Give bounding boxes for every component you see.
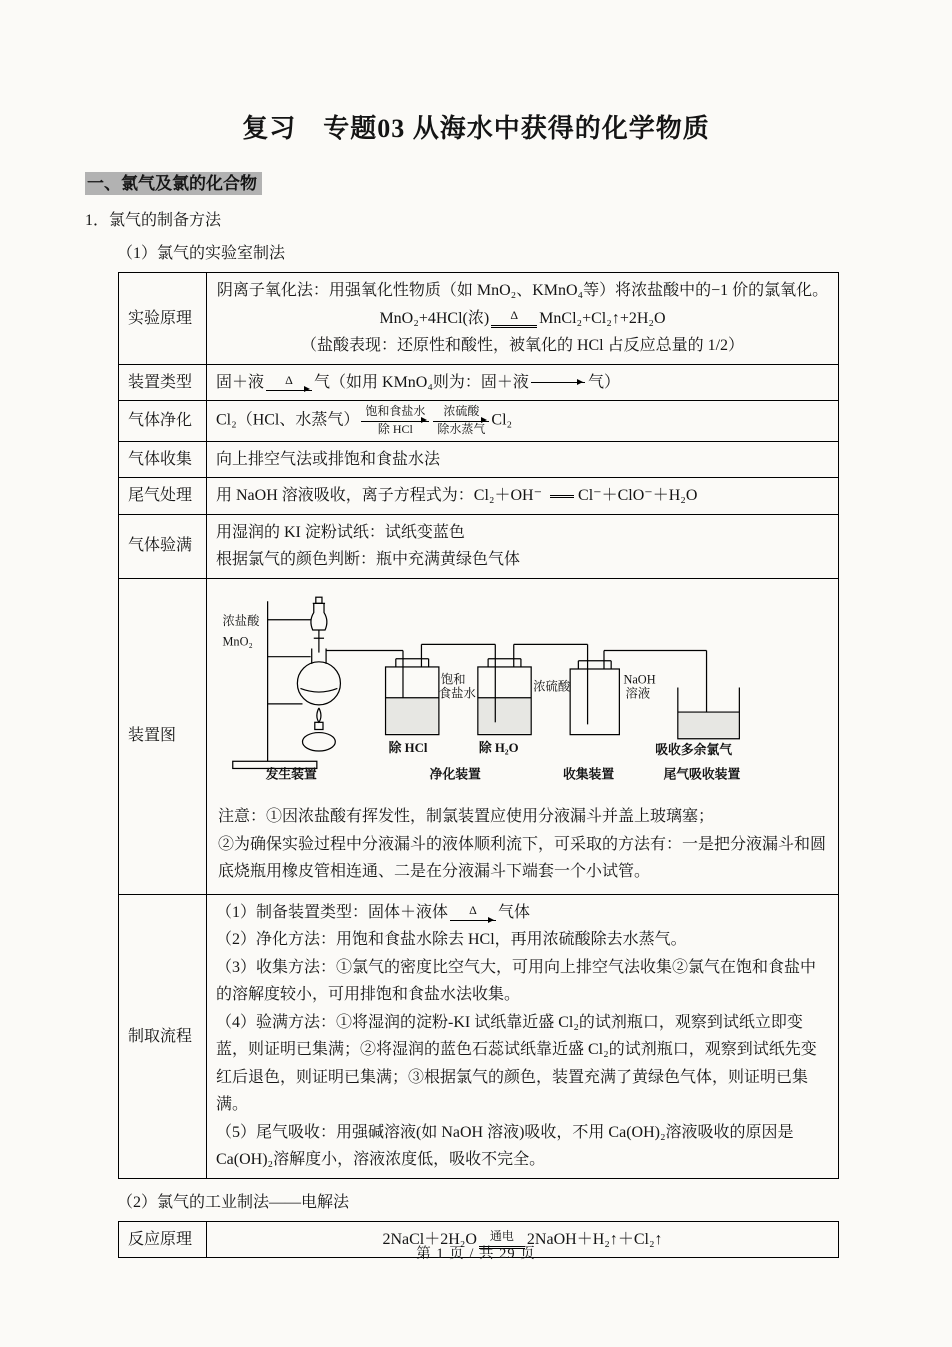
cell-tail-gas <box>207 478 839 515</box>
procedure-step-5: （5）尾气吸收：用强碱溶液(如 NaOH 溶液)吸收，不用 Ca(OH)₂溶液吸收的原因是 Ca(OH)₂溶解度小，溶液浓度低，吸收不完全。 <box>216 1123 794 1169</box>
table-row-diagram <box>119 578 839 894</box>
label-generator: 发生装置 <box>265 767 317 782</box>
cell-diagram <box>207 578 839 894</box>
table-row-principle <box>119 273 839 365</box>
purify-end: Cl₂ <box>491 411 513 429</box>
tail-gas-right: Cl⁻＋ClO⁻＋H₂O <box>578 487 698 505</box>
label-brine-2: 食盐水 <box>438 686 476 701</box>
label-mno2: MnO₂ <box>222 634 253 649</box>
arrow-line <box>450 920 496 921</box>
acid-arrow-bottom: 除水蒸气 <box>437 421 486 436</box>
table-row-apparatus-type <box>119 364 839 401</box>
page-title: 复习 专题03 从海水中获得的化学物质 <box>242 114 710 143</box>
row-label-reaction-principle: 反应原理 <box>119 1221 207 1258</box>
chemical-equation <box>216 305 829 333</box>
apparatus-diagram-container <box>216 583 829 802</box>
apparatus-type-right: 气） <box>587 373 620 391</box>
label-remove-hcl: 除 HCl <box>388 740 428 755</box>
double-line <box>491 325 537 329</box>
row-label-purification: 气体净化 <box>119 401 207 442</box>
cell-principle <box>207 273 839 365</box>
table-row-fullness-test <box>119 514 839 578</box>
step1-right: 气体 <box>498 903 531 921</box>
procedure-step-2: （2）净化方法：用饱和食盐水除去 HCl，再用浓硫酸除去水蒸气。 <box>216 931 687 949</box>
cell-procedure <box>207 894 839 1178</box>
procedure-step-4: （4）验满方法：①将湿润的淀粉-KI 试纸靠近盛 Cl₂的试剂瓶口，观察到试纸立即变蓝，则证明已集满；②将湿润的蓝色石蕊试纸靠近盛 Cl₂的试剂瓶口，观察到试纸先变红后退色，则证明已集满；③根据氯气的颜色，装置充满了黄绿色气体，则证明已集满。 <box>216 1013 817 1114</box>
row-label-apparatus-type: 装置类型 <box>119 364 207 401</box>
row-label-principle: 实验原理 <box>119 273 207 365</box>
label-collector: 收集装置 <box>562 767 615 782</box>
section-heading <box>85 169 867 194</box>
arrow-condition: Δ <box>469 903 477 918</box>
delta-equals-sign <box>491 309 537 329</box>
apparatus-diagram <box>216 589 832 790</box>
purify-start: Cl₂（HCl、水蒸气） <box>216 411 360 429</box>
subsection-1-1-heading: （1）氯气的实验室制法 <box>117 245 286 262</box>
equals-sign <box>550 495 574 499</box>
label-conc-hcl: 浓盐酸 <box>222 613 260 628</box>
step1-left: （1）制备装置类型：固体＋液体 <box>216 903 449 921</box>
table-row-tail-gas <box>119 478 839 515</box>
subsection-1-heading: 1．氯气的制备方法 <box>85 212 222 229</box>
plain-arrow <box>531 382 585 383</box>
electrolysis-left: 2NaCl＋2H₂O <box>382 1230 477 1248</box>
procedure-step-1 <box>216 899 829 927</box>
row-label-procedure: 制取流程 <box>119 894 207 1178</box>
principle-text: 阴离子氧化法：用强氧化性物质（如 MnO₂、KMnO₄等）将浓盐酸中的−1 价的氯氧化。 <box>216 282 829 299</box>
equation-condition: Δ <box>510 307 519 322</box>
row-label-fullness-test: 气体验满 <box>119 514 207 578</box>
acid-arrow-top: 浓硫酸 <box>443 404 480 419</box>
row-label-diagram: 装置图 <box>119 578 207 894</box>
table-row-purification <box>119 401 839 442</box>
label-brine-1: 饱和 <box>440 672 466 687</box>
fullness-line-1: 用湿润的 KI 淀粉试纸：试纸变蓝色 <box>216 523 465 541</box>
delta-arrow <box>266 374 312 392</box>
cell-fullness-test <box>207 514 839 578</box>
label-remove-h2o: 除 H₂O <box>478 740 519 755</box>
page-footer: 第 1 页 / 共 29 页 <box>416 1246 536 1262</box>
diagram-note-2: ②为确保实验过程中分液漏斗的液体顺利流下，可采取的方法有：一是把分液漏斗和圆底烧瓶用橡皮管相连通、二是在分液漏斗下端套一个小试管。 <box>218 835 827 881</box>
brine-arrow-top: 饱和食盐水 <box>365 404 426 419</box>
lab-preparation-table <box>118 272 839 1179</box>
equation-left: MnO₂+4HCl(浓) <box>379 309 490 327</box>
section-heading-highlight: 一、氯气及氯的化合物 <box>85 172 262 195</box>
arrow-line <box>433 421 489 422</box>
procedure-step-3: （3）收集方法：①氯气的密度比空气大，可用向上排空气法收集②氯气在饱和食盐中的溶解度较小，可用排饱和食盐水法收集。 <box>216 958 817 1004</box>
cell-apparatus-type <box>207 364 839 401</box>
label-absorb-excess: 吸收多余氯气 <box>655 742 733 757</box>
brine-arrow-bottom: 除 HCl <box>377 421 413 436</box>
row-label-collection: 气体收集 <box>119 441 207 478</box>
tail-gas-left: 用 NaOH 溶液吸收，离子方程式为：Cl₂＋OH⁻ <box>216 487 547 505</box>
cell-collection: 向上排空气法或排饱和食盐水法 <box>207 441 839 478</box>
brine-arrow <box>361 405 429 437</box>
label-naoh-2: 溶液 <box>625 686 651 701</box>
equation-condition: 通电 <box>489 1229 514 1244</box>
label-h2so4: 浓硫酸 <box>533 679 571 694</box>
arrow-condition: Δ <box>285 372 293 387</box>
acid-arrow <box>433 405 489 437</box>
diagram-notes <box>216 801 829 890</box>
delta-arrow <box>450 904 496 922</box>
arrow-line <box>361 421 429 422</box>
table-row-collection <box>119 441 839 478</box>
fullness-line-2: 根据氯气的颜色判断：瓶中充满黄绿色气体 <box>216 551 521 569</box>
principle-note: （盐酸表现：还原性和酸性，被氧化的 HCl 占反应总量的 1/2） <box>300 337 745 355</box>
label-purifier: 净化装置 <box>429 767 481 782</box>
subsection-1-2-heading: （2）氯气的工业制法——电解法 <box>117 1193 350 1211</box>
electrolysis-right: 2NaOH＋H₂↑＋Cl₂↑ <box>526 1230 663 1248</box>
table-row-procedure <box>119 894 839 1178</box>
diagram-note-1: 注意：①因浓盐酸有挥发性，制氯装置应使用分液漏斗并盖上玻璃塞； <box>218 808 715 826</box>
equation-right: MnCl₂+Cl₂↑+2H₂O <box>539 309 666 327</box>
apparatus-type-mid: 气（如用 KMnO₄则为：固＋液 <box>314 373 529 391</box>
arrow-line <box>266 390 312 391</box>
row-label-tail-gas: 尾气处理 <box>119 478 207 515</box>
label-naoh-1: NaOH <box>623 672 656 687</box>
apparatus-type-left: 固＋液 <box>216 373 265 391</box>
cell-purification <box>207 401 839 442</box>
label-tail-absorber: 尾气吸收装置 <box>663 767 741 782</box>
